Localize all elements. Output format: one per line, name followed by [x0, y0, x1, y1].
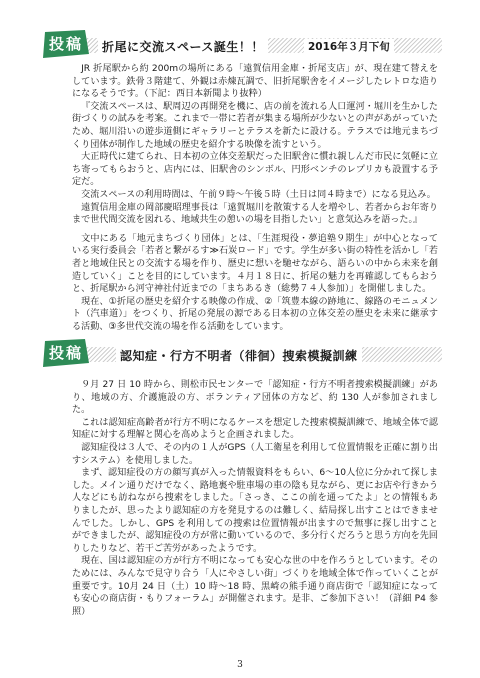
paragraph: 認知症役は３人で、その内の１人がGPS（人工衛星を利用して位置情報を正確に割り出すシステム）を使用しました。	[72, 442, 438, 466]
paragraph: まず、認知症役の方の顔写真が入った情報資料をもらい、6〜10人位に分かれて探しました。メイン通りだけでなく、路地裏や駐車場の車の陰も見ながら、更にお店や行きかう人などにも訪ねながら捜索をしました。「さっき、ここの前を通ってたよ」との情報もありましたが、思ったより認知症の方を発見するのは難しく、結局探し出すことはできませんでした。しかし、GPS を利用しての捜索は位置情報が出ますので無事に探し出すことができましたが、認知症役の方が常に動いているので、多分行くだろうと思う方向を先回りしたりなど、若干ご苦労があったようです。	[72, 468, 438, 554]
article-1-body	[72, 63, 438, 333]
toukou-badge	[42, 339, 90, 367]
paragraph: これは認知症高齢者が行方不明になるケースを想定した捜索模擬訓練で、地域全体で認知症に対する理解と関心を高めようと企画されました。	[72, 417, 438, 441]
article-1-date: 2016年３月下旬	[304, 39, 394, 54]
paragraph: ９月 27 日 10 時から、則松市民センターで「認知症・行方不明者捜索模擬訓練」があり、地域の方、介護施設の方、ボランティア団体の方など、約 130 人が参加されました。	[72, 380, 438, 416]
paragraph: 遠賀信用金庫の岡部慶昭理事長は「遠賀堀川を散策する人を増やし、若者からお年寄りまで世代間交流を図れる、地域共生の憩いの場を目指したい」と意気込みを語った。』	[72, 202, 438, 226]
badge-label: 投稿	[49, 344, 84, 362]
paragraph: 現在、国は認知症の方が行方不明になっても安心な世の中を作ろうとしています。そのためには、みんなで見守り合う「人にやさしい街」づくりを地域全体で作っていくことが重要です。10月 24 日（土）10 時〜18 時、黒崎の熊手通り商店街で「認知症になっても安心の商店街・もりフォーラム」が開催されます。是非、ご参加下さい！（詳細 P4 参照）	[72, 556, 438, 617]
paragraph: 大正時代に建てられ、日本初の立体交差駅だった旧駅舎に慣れ親しんだ市民に気軽に立ち寄ってもらおうと、店内には、旧駅舎のシンボル、円形ベンチのレプリカも設置する予定だ。	[72, 152, 438, 188]
paragraph: 文中にある「地元まちづくり団体」とは、「生涯現役・夢追塾９期生」が中心となっている実行委員会「若者と繋がるす≫石炭ロード」です。学生が多い街の特性を活かし「若者と地域住民との交流する場を作り、歴史に想いを馳せながら、語らいの中から未来を創造していく」ことを目的にしています。４月１８日に、折尾の魅力を再確認してもらおうと、折尾駅から河守神社付近までの「まちあるき（総勢７４人参加）」を開催しました。	[72, 233, 438, 295]
paragraph: 交流スペースの利用時間は、午前９時〜午後５時（土日は同４時まで）になる見込み。	[81, 189, 436, 200]
paragraph: 現在、①折尾の歴史を紹介する映像の作成、②「筑豊本線の跡地に、線路のモニュメント（汽車道）」をつくり、折尾の発展の源である日本初の立体交差の歴史を未来に継承する活動、③多世代交流の場を作る活動をしています。	[72, 296, 438, 332]
article-2-title: 認知症・行方不明者（徘徊）捜索模擬訓練	[116, 347, 362, 364]
paragraph: 『交流スペースは、駅周辺の再開発を機に、店の前を流れる人口運河・堀川を生かした街づくりの試みを考案。これまで一帯に若者が集まる場所が少ないとの声があがっていたため、堀川沿いの遊歩道側にギャラリーとテラスを新たに設ける。テラスでは地元まちづくり団体が制作した地域の歴史を紹介する映像を流すという。	[72, 101, 438, 150]
page-number: 3	[237, 660, 243, 670]
article-2-header	[42, 339, 442, 367]
toukou-badge	[42, 30, 90, 58]
article-2-body	[72, 379, 438, 618]
article-1-header	[42, 30, 442, 58]
article-1-title: 折尾に交流スペース誕生！！	[98, 38, 268, 55]
badge-label: 投稿	[49, 35, 84, 53]
paragraph: JR 折尾駅から約 200mの場所にある「遠賀信用金庫・折尾支店」が、現在建て替えをしています。鉄骨３階建て、外観は赤煉瓦調で、旧折尾駅舎をイメージしたレトロな造りになるそうです。（下記：西日本新聞より抜粋）	[72, 64, 438, 100]
